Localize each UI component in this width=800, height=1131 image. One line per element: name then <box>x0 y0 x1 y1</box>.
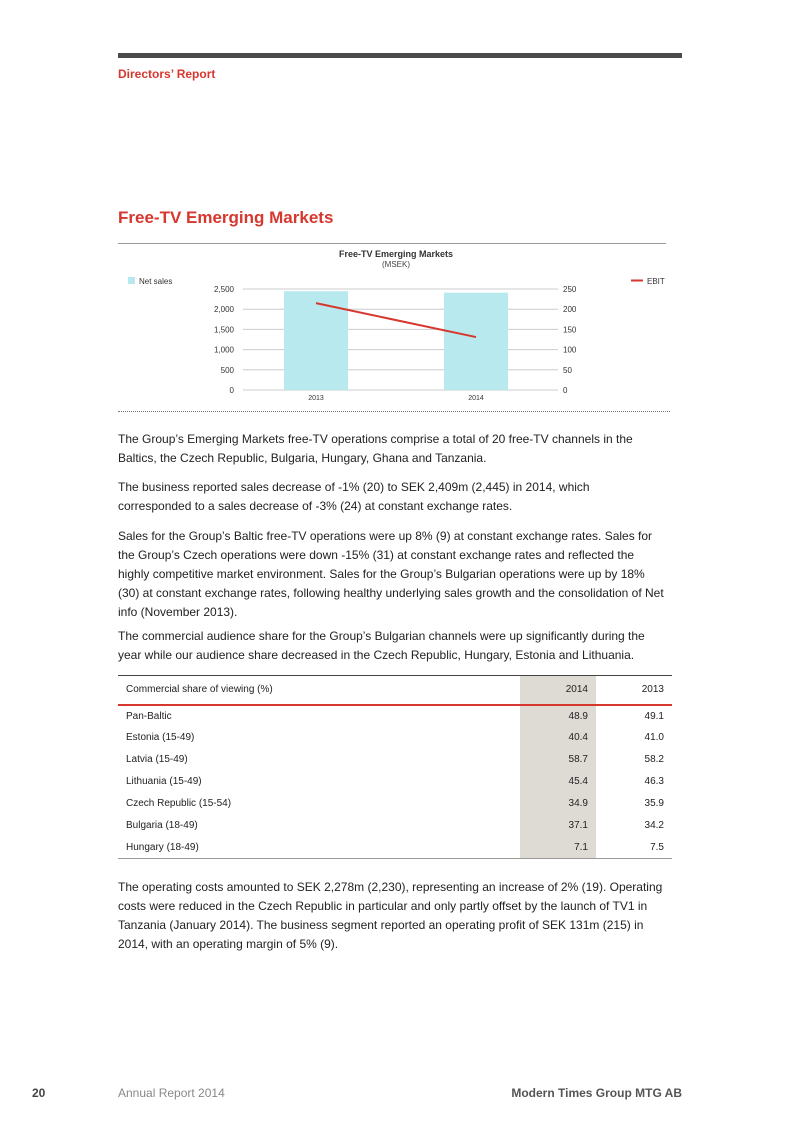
market-label: Estonia (15-49) <box>126 732 195 743</box>
bar-net-sales-2014 <box>444 293 508 390</box>
value-2013: 46.3 <box>644 776 664 787</box>
value-2013: 35.9 <box>644 798 664 809</box>
value-2013: 7.5 <box>596 837 672 859</box>
left-tick-label: 1,500 <box>213 325 234 335</box>
left-tick-label: 1,000 <box>213 345 234 355</box>
market-label: Hungary (18-49) <box>118 837 520 859</box>
value-2014: 40.4 <box>520 727 596 749</box>
market-label: Pan-Baltic <box>126 710 172 722</box>
column-header: 2013 <box>596 676 672 705</box>
chart-bottom-rule <box>118 411 670 412</box>
paragraph-overview: The Group’s Emerging Markets free-TV operations comprise a total of 20 free-TV channels in the Baltics, the Czech Republic, Bulgaria, Hungary, Ghana and Tanzania. <box>118 432 633 465</box>
table-row <box>118 815 672 837</box>
market-label: Bulgaria (18-49) <box>126 820 198 831</box>
bar-net-sales-2013 <box>284 291 348 390</box>
right-tick-label: 50 <box>563 365 572 375</box>
header-rule <box>118 53 682 58</box>
paragraph-regional-sales: Sales for the Group’s Baltic free-TV operations were up 8% (9) at constant exchange rates. Sales for the Group’s Czech operations were down -15% (31) at constant exchange rates and reflected the highly competitive market environment. Sales for the Group’s Bulgarian operations were up by 18% (30) at constant exchange rates, following healthy underlying sales growth and the consolidation of Net info (November 2013). <box>118 529 664 619</box>
paragraph-sales: The business reported sales decrease of -1% (20) to SEK 2,409m (2,445) in 2014, which corresponded to a sales decrease of -3% (24) at constant exchange rates. <box>118 480 590 513</box>
table-row <box>118 793 672 815</box>
right-tick-label: 150 <box>563 325 577 335</box>
value-2014: 45.4 <box>520 771 596 793</box>
category-label: 2014 <box>468 395 484 402</box>
chart-title: Free-TV Emerging Markets <box>338 249 454 259</box>
legend-label-net-sales: Net sales <box>139 277 173 286</box>
value-2014: 37.1 <box>520 815 596 837</box>
net-sales-ebit-chart <box>118 244 670 410</box>
company-name: Modern Times Group MTG AB <box>511 1086 682 1100</box>
value-2014: 58.7 <box>520 749 596 771</box>
market-label: Czech Republic (15-54) <box>126 798 232 809</box>
table-row <box>118 837 672 859</box>
legend-label-ebit: EBIT <box>647 277 665 286</box>
value-2014: 48.9 <box>520 705 596 727</box>
chart-subtitle: (MSEK) <box>382 260 410 269</box>
paragraph-operating-costs: The operating costs amounted to SEK 2,278m (2,230), representing an increase of 2% (19). Operating costs were reduced in the Czech Republic in particular and only partly offset by the launch of TV1 in Tanzania (January 2014). The business segment reported an operating profit of SEK 131m (215) in 2014, with an operating margin of 5% (9). <box>118 880 663 951</box>
table-row <box>118 771 672 793</box>
left-tick-label: 2,500 <box>213 285 234 294</box>
table-row <box>118 705 672 727</box>
section-label: Directors’ Report <box>118 67 216 81</box>
left-tick-label: 2,000 <box>213 305 234 315</box>
value-2013: 49.1 <box>644 710 664 722</box>
right-tick-label: 250 <box>563 285 577 294</box>
right-tick-label: 0 <box>563 386 568 395</box>
table-row <box>118 749 672 771</box>
category-label: 2013 <box>308 395 324 402</box>
table-header-row <box>118 676 672 705</box>
table-row <box>118 727 672 749</box>
legend-swatch-net-sales <box>128 277 135 284</box>
value-2014: 7.1 <box>520 837 596 859</box>
left-tick-label: 500 <box>220 365 234 375</box>
value-2013: 58.2 <box>644 754 664 765</box>
paragraph-audience-share: The commercial audience share for the Group’s Bulgarian channels were up significantly during the year while our audience share decreased in the Czech Republic, Hungary, Estonia and Lithuania. <box>118 629 645 662</box>
market-label: Lithuania (15-49) <box>126 776 202 787</box>
column-header: 2014 <box>520 676 596 705</box>
value-2013: 41.0 <box>644 732 664 743</box>
section-heading: Free-TV Emerging Markets <box>118 208 334 227</box>
column-header: Commercial share of viewing (%) <box>118 676 520 705</box>
value-2014: 34.9 <box>520 793 596 815</box>
market-label: Latvia (15-49) <box>126 754 188 765</box>
left-tick-label: 0 <box>229 386 234 395</box>
page-number: 20 <box>32 1086 46 1100</box>
viewing-share-table <box>118 675 672 859</box>
value-2013: 34.2 <box>644 820 664 831</box>
report-title: Annual Report 2014 <box>118 1086 225 1100</box>
right-tick-label: 200 <box>563 305 577 315</box>
right-tick-label: 100 <box>563 345 577 355</box>
